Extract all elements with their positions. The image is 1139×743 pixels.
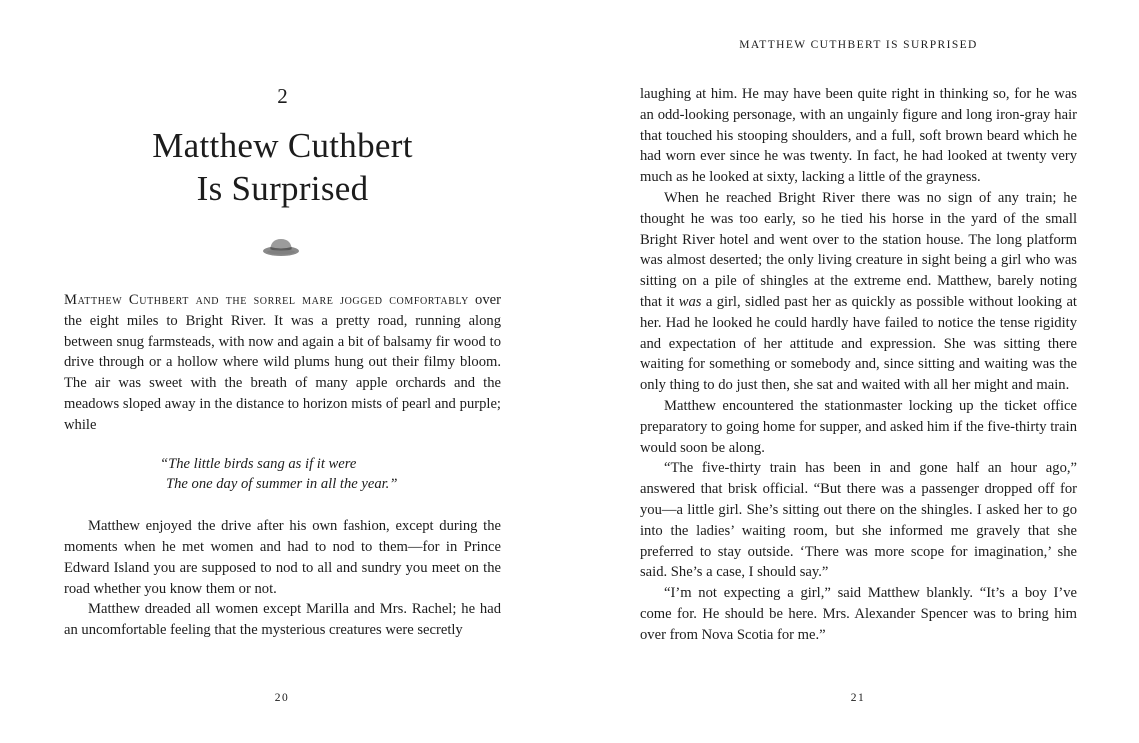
chapter-number: 2	[277, 84, 288, 108]
paragraph-continued: laughing at him. He may have been quite right in thinking so, for he was an odd-looking personage, with an ungainly figure and long iron-gray hair that touched his stooping shoulders, and a full, soft brown beard which he had worn ever since he was twenty. In fact, he had looked at twenty very much as he looked at sixty, lacking a little of the grayness.	[640, 86, 1077, 186]
chapter-title-line-2: Is Surprised	[196, 169, 369, 208]
paragraph-women: Matthew dreaded all women except Marilla and Mrs. Rachel; he had an uncomfortable feeling that the mysterious creatures were secretly	[64, 601, 501, 639]
straw-hat-icon	[261, 236, 301, 258]
bright-river-italic: was	[678, 293, 702, 310]
paragraph-bright-river	[640, 188, 1077, 396]
opening-paragraph	[64, 290, 501, 436]
opening-paragraph-rest: over the eight miles to Bright River. It was a pretty road, running along between snug farmsteads, with now and again a bit of balsamy fir wood to drive through or a hollow where wild plums hung out their filmy bloom. The air was sweet with the breath of many apple orchards and the meadows sloped away in the distance to horizon mists of pearl and purple; while	[64, 292, 501, 433]
right-body-text	[640, 84, 1077, 646]
paragraph-stationmaster: Matthew encountered the stationmaster locking up the ticket office preparatory to going home for supper, and asked him if the five-thirty train would soon be along.	[640, 397, 1077, 456]
running-head: MATTHEW CUTHBERT IS SURPRISED	[739, 39, 978, 51]
chapter-title	[64, 124, 501, 210]
paragraph-drive: Matthew enjoyed the drive after his own fashion, except during the moments when he met women and had to nod to them—for in Prince Edward Island you are supposed to nod to all and sundry you meet on the road whether you know them or not.	[64, 518, 501, 597]
bright-river-text-b: a girl, sidled past her as quickly as possible without looking at her. Had he looked he could hardly have failed to notice the tense rigidity and expectation of her attitude and expression. She was sitting there waiting for something or somebody and, since sitting and waiting was the only thing to do just then, she sat and waited with all her might and main.	[640, 293, 1077, 394]
paragraph-matthew-reply: “I’m not expecting a girl,” said Matthew blankly. “It’s a boy I’ve come for. He should be here. Mrs. Alexander Spencer was to bring him over from Nova Scotia for me.”	[640, 585, 1077, 643]
poem-line-1: “The little birds sang as if it were	[160, 455, 357, 472]
poem-line-2: The one day of summer in all the year.”	[166, 476, 398, 493]
page-number-left: 20	[274, 692, 290, 704]
chapter-title-line-1: Matthew Cuthbert	[152, 126, 413, 165]
page-number-right: 21	[850, 692, 866, 704]
poem-quote	[160, 454, 501, 496]
paragraph-official-reply: “The five-thirty train has been in and gone half an hour ago,” answered that brisk official. “But there was a passenger dropped off for you—a little girl. She’s sitting out there on the shingles. I asked her to go into the ladies’ waiting room, but she informed me gravely that she preferred to stay outside. ‘There was more scope for imagination,’ she said. She’s a case, I should say.”	[640, 460, 1077, 581]
opening-small-caps: Matthew Cuthbert and the sorrel mare jogged comfortably	[64, 292, 470, 308]
left-body-text	[64, 290, 501, 641]
bright-river-text-a: When he reached Bright River there was no sign of any train; he thought he was too early, so he tied his horse in the yard of the small Bright River hotel and went over to the station house. The long platform was almost deserted; the only living creature in sight being a girl who was sitting on a pile of shingles at the extreme end. Matthew, barely noting that it	[640, 189, 1077, 310]
right-page	[570, 0, 1139, 743]
